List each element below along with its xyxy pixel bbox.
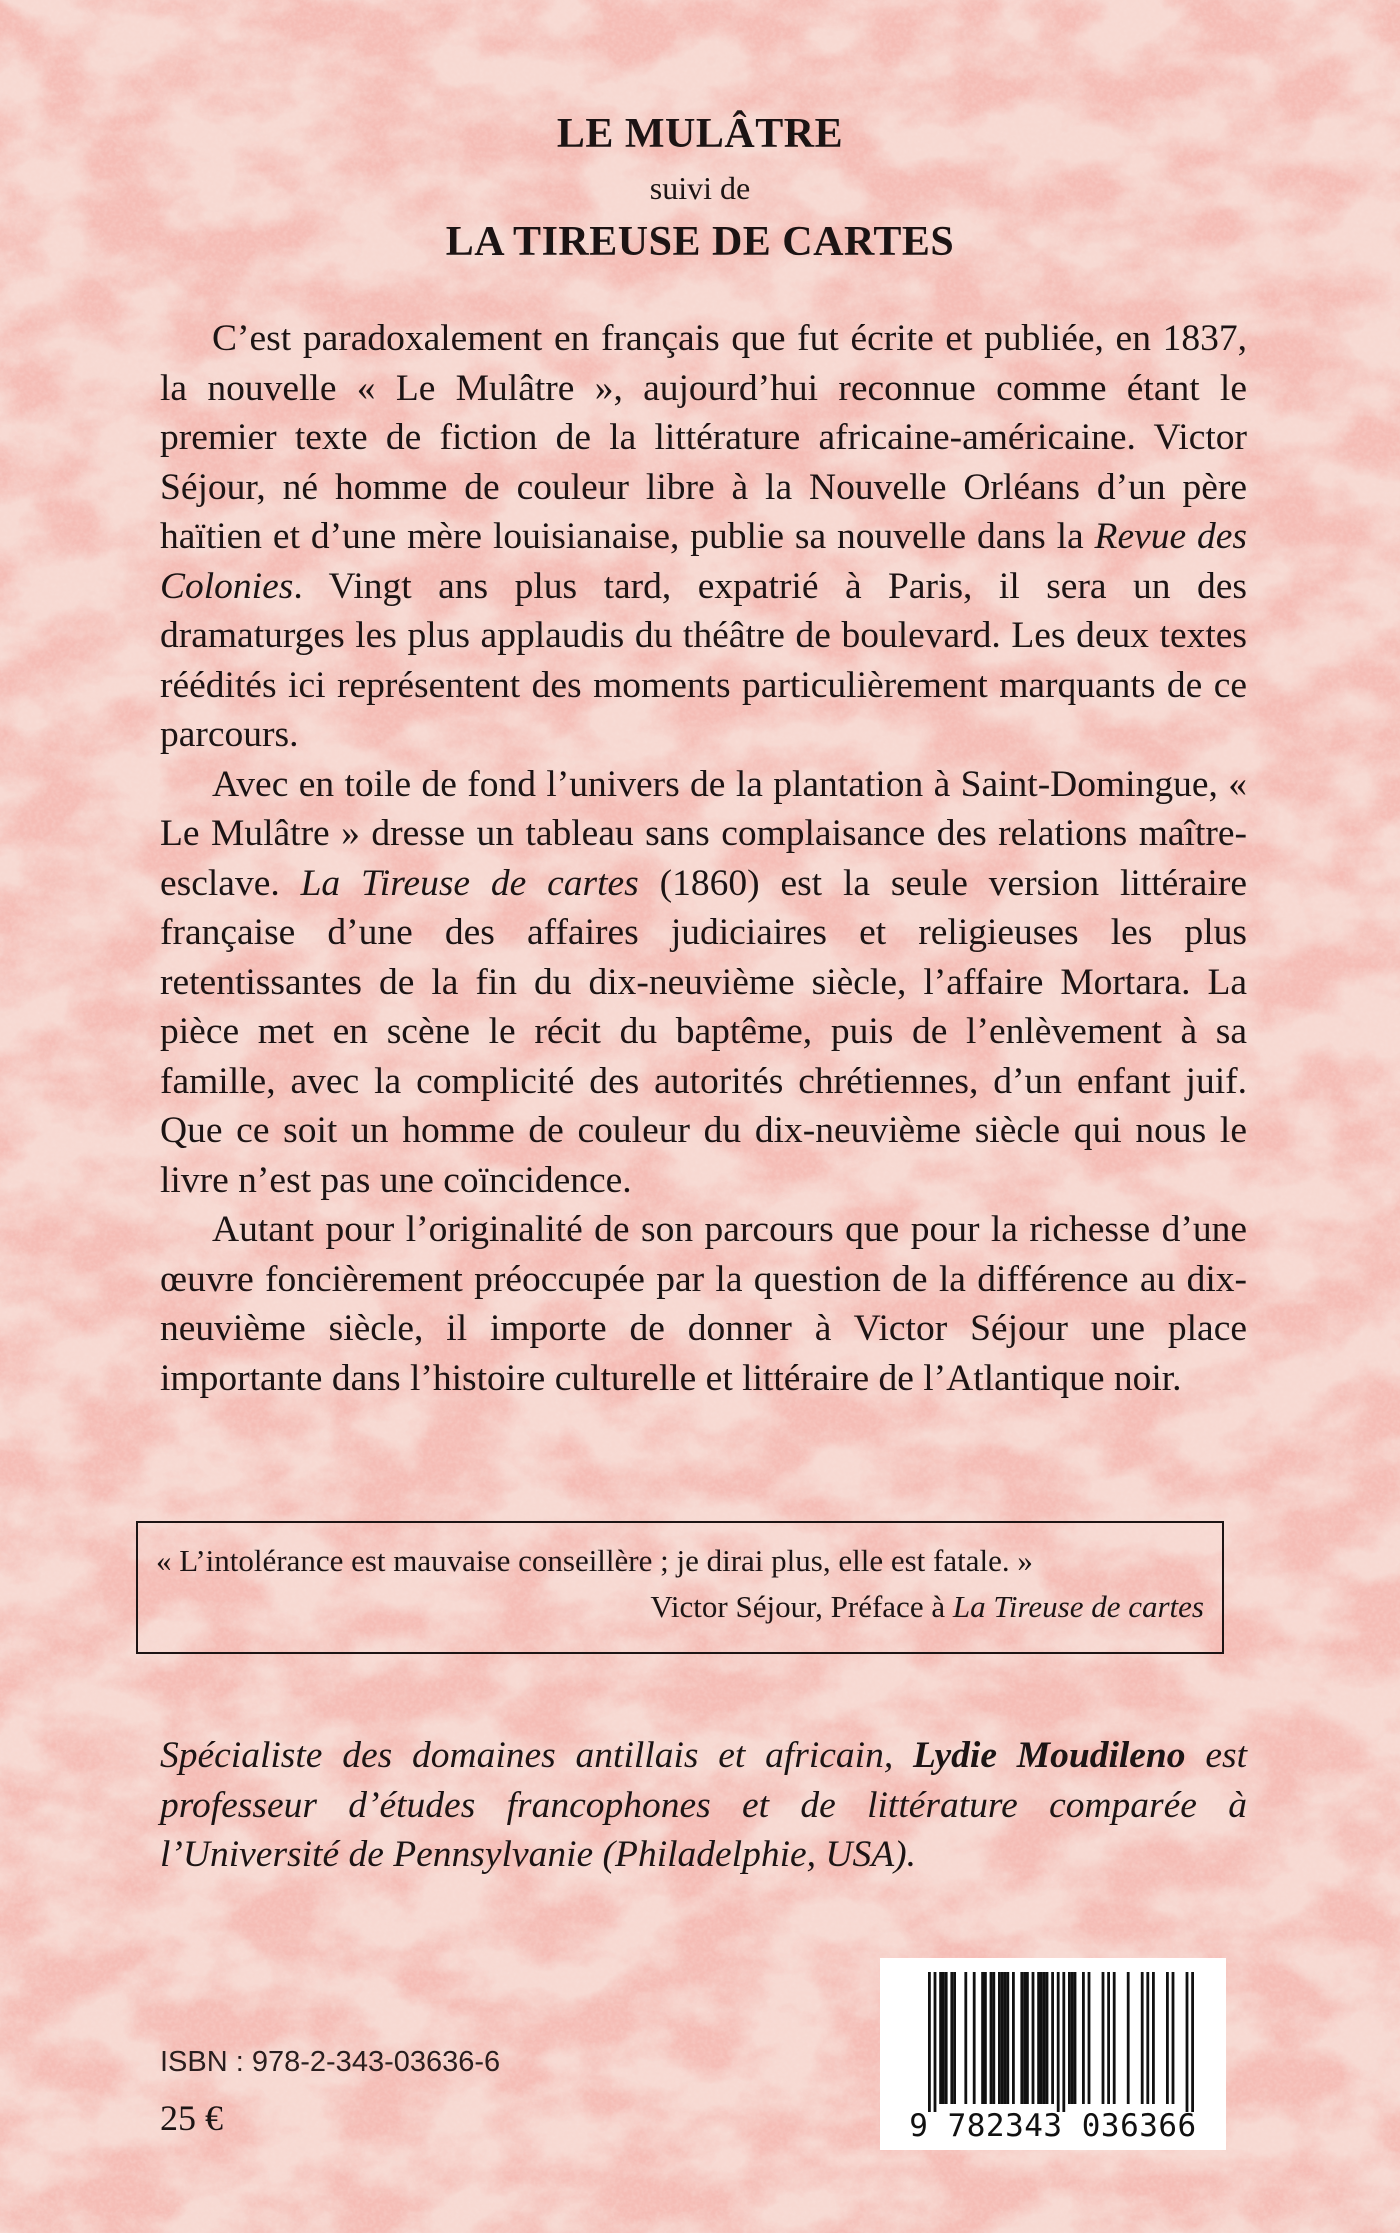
- barcode-bar: [1043, 1972, 1046, 2104]
- barcode-bar: [950, 1972, 953, 2104]
- author-name: Lydie Moudileno: [913, 1735, 1186, 1776]
- barcode-bar: [964, 1972, 967, 2104]
- barcode-bar: [1166, 1972, 1169, 2104]
- barcode-bar: [939, 1972, 942, 2104]
- barcode-bar: [1023, 1972, 1026, 2104]
- epigraph-attribution: Victor Séjour, Préface à La Tireuse de cartes: [650, 1589, 1204, 1624]
- barcode-bar: [1037, 1972, 1040, 2104]
- barcode-bar: [928, 1972, 931, 2112]
- play-title: La Tireuse de cartes: [300, 862, 639, 904]
- barcode-bar: [1006, 1972, 1009, 2104]
- book-title: LE MULÂTRE: [556, 111, 844, 157]
- barcode-bar: [1088, 1972, 1091, 2104]
- barcode-bar: [1040, 1972, 1043, 2104]
- barcode-bar: [1074, 1972, 1077, 2104]
- barcode-bar: [953, 1972, 956, 2104]
- barcode-bar: [942, 1972, 945, 2104]
- barcode-digits: 9 782343 036366: [909, 2108, 1197, 2144]
- summary-paragraph-1: C’est paradoxalement en français que fut écrite et publiée, en 1837, la nouvelle « Le Mulâtre », aujourd’hui reconnue comme étant le premier texte de fiction de la littérature africaine-américaine. Victor Séjour, né homme de couleur libre à la Nouvelle Orléans d’un père haïtien et d’une mère louisianaise, publie sa nouvelle dans la Revue des Colonies. Vingt ans plus tard, expatrié à Paris, il sera un des dramaturges les plus applaudis du théâtre de boulevard. Les deux textes réédités ici représentent des moments particulièrement marquants de ce parcours.: [160, 318, 1247, 755]
- epigraph-box: [136, 1521, 1224, 1654]
- barcode-bar: [1012, 1972, 1015, 2104]
- epigraph-quote: « L’intolérance est mauvaise conseillère ; je dirai plus, elle est fatale. »: [156, 1543, 1033, 1578]
- epigraph-work-title: La Tireuse de cartes: [952, 1589, 1204, 1624]
- barcode-bar: [1152, 1972, 1155, 2104]
- barcode-bar: [990, 1972, 993, 2104]
- barcode-bar: [1032, 1972, 1035, 2104]
- barcode-icon: [880, 1958, 1226, 2150]
- title-connector: suivi de: [649, 170, 751, 206]
- summary-paragraph-3: Autant pour l’originalité de son parcours que pour la richesse d’une œuvre foncièrement préoccupée par la question de la différence au dix-neuvième siècle, il importe de donner à Victor Séjour une place importante dans l’histoire culturelle et littéraire de l’Atlantique noir.: [160, 1209, 1247, 1399]
- book-second-title: LA TIREUSE DE CARTES: [445, 219, 955, 265]
- barcode-bar: [981, 1972, 984, 2104]
- barcode-bar: [1026, 1972, 1029, 2104]
- barcode-bar: [998, 1972, 1001, 2104]
- barcode-bar: [1191, 1972, 1194, 2112]
- barcode-bar: [945, 1972, 948, 2104]
- barcode-bar: [1102, 1972, 1105, 2104]
- barcode-bar: [1082, 1972, 1085, 2104]
- journal-title: Revue des Colonies: [160, 516, 1247, 607]
- barcode-bar: [934, 1972, 937, 2112]
- price: 25 €: [160, 2098, 223, 2138]
- isbn: ISBN : 978-2-343-03636-6: [160, 2046, 501, 2078]
- barcode-bar: [1146, 1972, 1149, 2104]
- barcode-bar: [1107, 1972, 1110, 2104]
- barcode-bar: [1127, 1972, 1130, 2104]
- barcode-bar: [1051, 1972, 1054, 2104]
- summary-paragraph-2: Avec en toile de fond l’univers de la plantation à Saint-Domingue, « Le Mulâtre » dresse un tableau sans complaisance des relations maître-esclave. La Tireuse de cartes (1860) est la seule version littéraire française d’une des affaires judiciaires et religieuses les plus retentissantes de la fin du dix-neuvième siècle, l’affaire Mortara. La pièce met en scène le récit du baptême, puis de l’enlèvement à sa famille, avec la complicité des autorités chrétiennes, d’un enfant juif. Que ce soit un homme de couleur du dix-neuvième siècle qui nous le livre n’est pas une coïncidence.: [160, 763, 1247, 1201]
- barcode-bar: [1057, 1972, 1060, 2112]
- barcode-bar: [984, 1972, 987, 2104]
- barcode-bar: [1020, 1972, 1023, 2104]
- barcode-bar: [1071, 1972, 1074, 2104]
- barcode-bar: [1001, 1972, 1004, 2104]
- barcode-bar: [1068, 1972, 1071, 2104]
- barcode-bar: [1046, 1972, 1049, 2104]
- barcode-bar: [1004, 1972, 1007, 2104]
- barcode-bar: [1062, 1972, 1065, 2112]
- barcode-bar: [973, 1972, 976, 2104]
- barcode-bar: [1141, 1972, 1144, 2104]
- summary-text: [160, 314, 1247, 1403]
- barcode-bar: [1113, 1972, 1116, 2104]
- barcode-bar: [1186, 1972, 1189, 2112]
- author-bio: Spécialiste des domaines antillais et africain, Lydie Moudileno est professeur d’études francophones et de littérature comparée à l’Université de Pennsylvanie (Philadelphie, USA).: [160, 1735, 1247, 1875]
- barcode-bar: [992, 1972, 995, 2104]
- barcode-bar: [1172, 1972, 1175, 2104]
